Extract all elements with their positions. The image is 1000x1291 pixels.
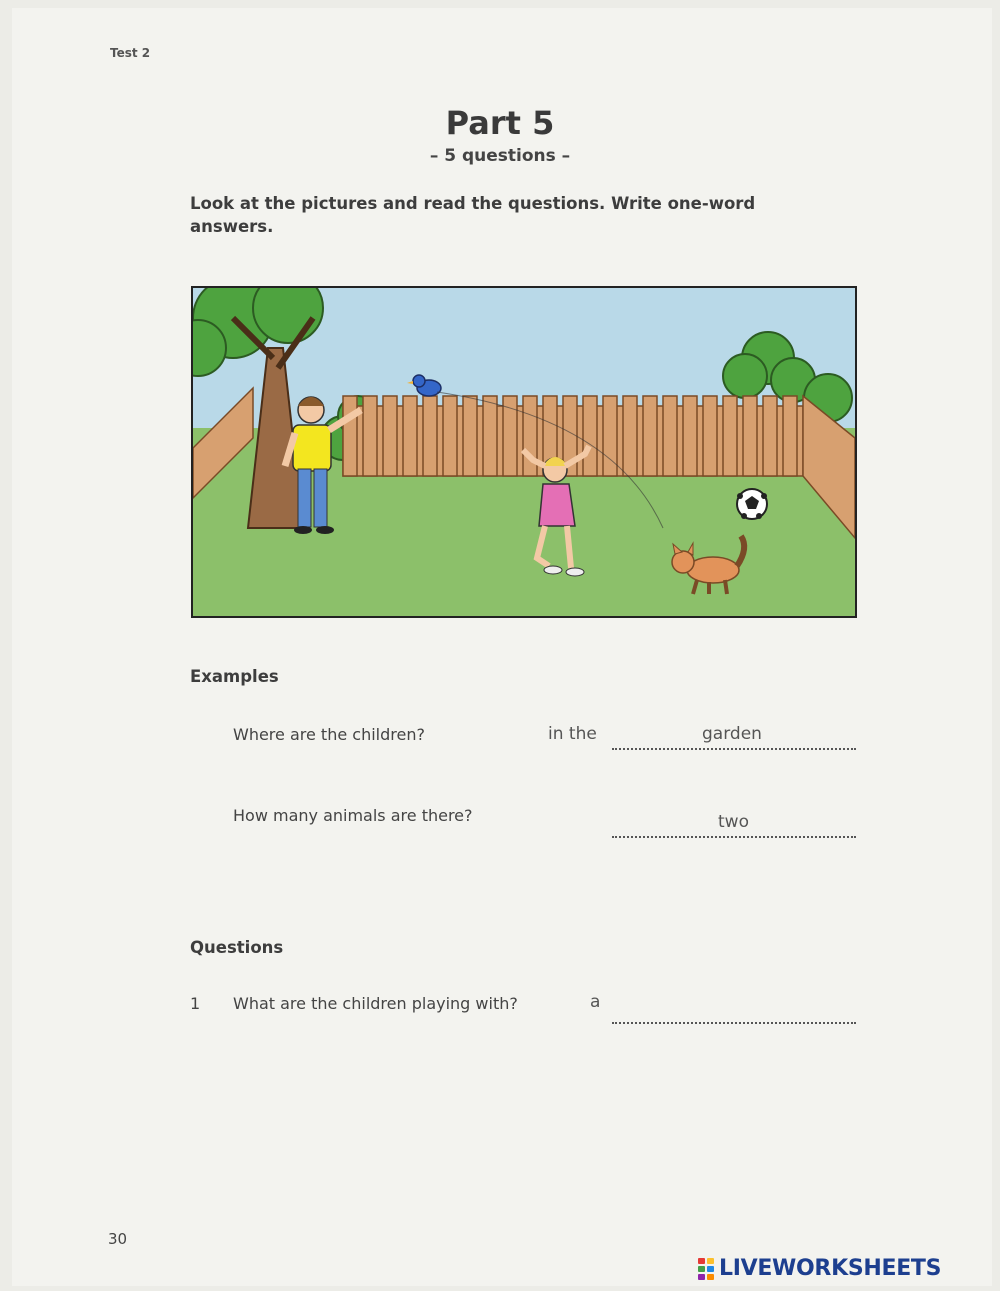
answer-field-1[interactable]: [612, 1022, 856, 1024]
answer-line-example-2: [612, 836, 856, 838]
examples-heading: Examples: [190, 667, 279, 686]
brand-text: LIVEWORKSHEETS: [719, 1256, 942, 1281]
question-number-1: 1: [190, 994, 201, 1013]
page-subtitle: – 5 questions –: [429, 146, 571, 166]
liveworksheets-logo: [697, 1256, 941, 1281]
question-1-prefix: a: [590, 992, 601, 1012]
example-answer-1: garden: [702, 724, 762, 744]
example-prefix-1: in the: [548, 724, 597, 744]
ball-icon: [737, 489, 767, 519]
page-title: Part 5: [445, 104, 555, 142]
question-1-text: What are the children playing with?: [233, 994, 518, 1013]
example-answer-2: two: [718, 812, 749, 832]
page-number: 30: [108, 1230, 128, 1248]
questions-heading: Questions: [190, 938, 284, 957]
instructions-text: Look at the pictures and read the questions. Write one-word answers.: [190, 194, 756, 236]
example-question-1: Where are the children?: [233, 725, 425, 744]
test-label: Test 2: [110, 46, 151, 60]
garden-illustration: [191, 286, 857, 618]
example-question-2: How many animals are there?: [233, 806, 473, 825]
logo-icon: [697, 1257, 715, 1281]
answer-line-example-1: [612, 748, 856, 750]
